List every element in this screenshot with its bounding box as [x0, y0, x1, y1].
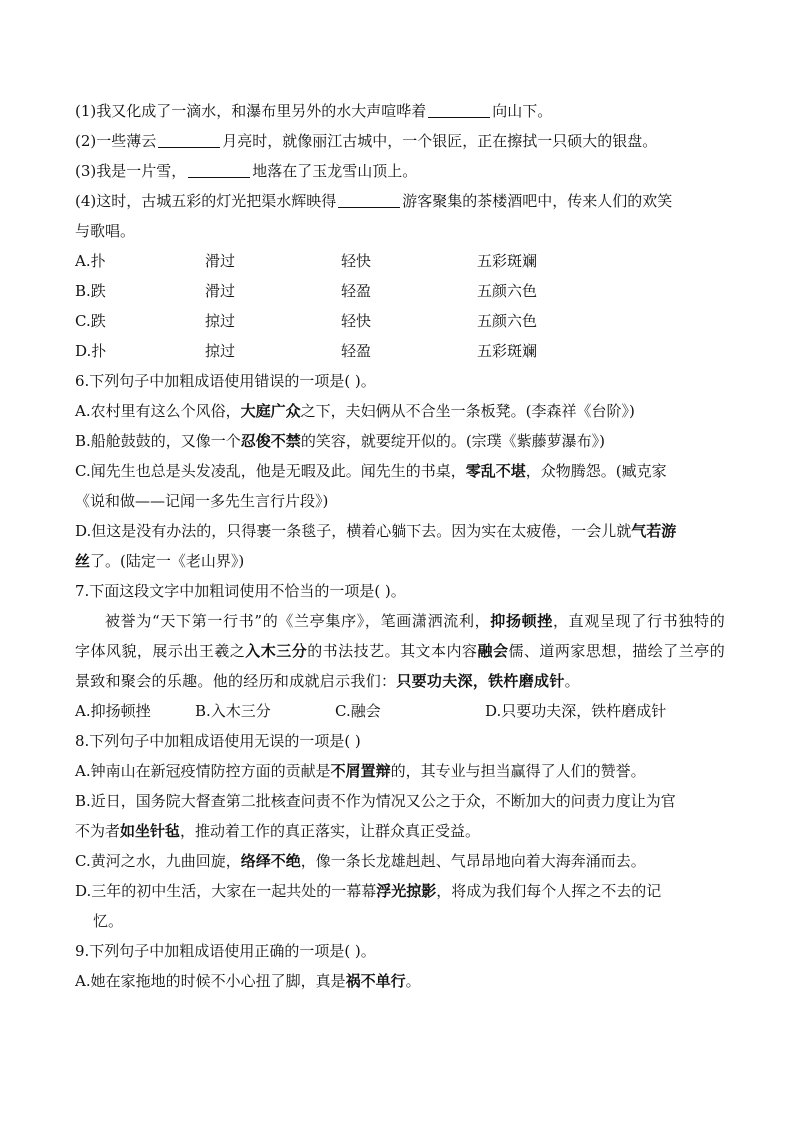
text: ，将成为我们每个人挥之不去的记 — [436, 882, 662, 900]
option-word: 轻快 — [341, 312, 372, 330]
q6-option-b — [75, 426, 725, 456]
option-word: 滑过 — [205, 252, 236, 270]
text: 。 — [405, 972, 421, 990]
q5-sentence-2 — [75, 126, 725, 156]
q8-option-d-cont: 忆。 — [93, 912, 124, 930]
option-word: 掠过 — [205, 312, 236, 330]
option-word: 滑过 — [205, 282, 236, 300]
bold-idiom: 祸不单行 — [345, 972, 406, 990]
text: D.三年的初中生活，大家在一起共处的一幕幕 — [75, 882, 377, 900]
text: 的书法技艺。其文本内容 — [307, 642, 478, 660]
option-word: 五彩斑斓 — [477, 252, 538, 270]
q5-option-c — [75, 306, 725, 336]
text: 被誉为“天下第一行书”的《兰亭集序》，笔画潇洒流利， — [105, 612, 491, 630]
text: A.她在家拖地的时候不小心扭了脚，真是 — [75, 972, 346, 990]
bold-idiom: 不屑置辩 — [330, 762, 391, 780]
q5-option-b — [75, 276, 725, 306]
bold-idiom: 如坐针毡 — [120, 822, 181, 840]
text: (2)一些薄云 — [75, 132, 157, 150]
option-word: 掠过 — [205, 342, 236, 360]
bold-word: 只要功夫深，铁杵磨成针 — [396, 672, 565, 690]
text: (3)我是一片雪， — [75, 162, 187, 180]
q7-options — [75, 696, 725, 726]
option-a: A.抑扬顿挫 — [75, 702, 151, 720]
text: 不为者 — [75, 822, 121, 840]
q7-passage — [75, 606, 725, 696]
bold-idiom: 丝 — [75, 552, 91, 570]
q5-option-d — [75, 336, 725, 366]
text: ，像一条长龙雄赳赳、气昂昂地向着大海奔涌而去。 — [300, 852, 646, 870]
bold-idiom: 浮光掠影 — [376, 882, 437, 900]
bold-word: 入木三分 — [245, 642, 308, 660]
option-word: 五彩斑斓 — [477, 342, 538, 360]
bold-idiom: 大庭广众 — [240, 402, 301, 420]
answer-blank — [188, 162, 250, 178]
text: ，直观呈现了行书 — [552, 612, 679, 630]
text: B.船舱鼓鼓的，又像一个 — [75, 432, 241, 450]
q5-option-a — [75, 246, 725, 276]
q8-option-b: B.近日，国务院大督查第二批核查问责不作为情况又公之于众，不断加大的问责力度让为官 — [75, 792, 676, 810]
option-word: 轻快 — [341, 252, 372, 270]
option-word: 轻盈 — [341, 342, 372, 360]
text: 了。(陆定一《老山界》) — [90, 552, 245, 570]
q6-option-d-cont — [75, 546, 725, 576]
option-word: 五颜六色 — [477, 312, 538, 330]
bold-idiom: 忍俊不禁 — [240, 432, 301, 450]
answer-blank — [338, 192, 400, 208]
q5-sentence-1 — [75, 96, 725, 126]
text: 游客聚集的茶楼酒吧中，传来人们的欢笑 — [402, 192, 673, 210]
option-label: C.跌 — [75, 312, 106, 330]
text: C.闻先生也总是头发凌乱，他是无暇及此。闻先生的书桌， — [75, 462, 466, 480]
option-b: B.入木三分 — [195, 702, 271, 720]
text: 向山下。 — [492, 102, 553, 120]
text: D.但这是没有办法的，只得裹一条毯子，横着心躺下去。因为实在太疲倦，一会儿就 — [75, 522, 632, 540]
text: 绘了兰亭的景致和聚会的乐趣。他的经历和成就启示我们： — [75, 642, 725, 690]
q5-sentence-4-cont: 与歌唱。 — [75, 222, 136, 240]
q6-stem: 6.下列句子中加粗成语使用错误的一项是( )。 — [75, 372, 376, 390]
option-d: D.只要功夫深，铁杵磨成针 — [485, 702, 667, 720]
text: 的，其专业与担当赢得了人们的赞誉。 — [390, 762, 646, 780]
q8-option-d — [75, 876, 725, 906]
q9-stem: 9.下列句子中加粗成语使用正确的一项是( )。 — [75, 942, 376, 960]
document-page — [75, 96, 725, 996]
bold-idiom: 零乱不堪 — [465, 462, 526, 480]
q8-option-a — [75, 756, 725, 786]
answer-blank — [428, 102, 490, 118]
text: (4)这时，古城五彩的灯光把渠水辉映得 — [75, 192, 337, 210]
text: (1)我又化成了一滴水，和瀑布里另外的水大声喧哗着 — [75, 102, 427, 120]
answer-blank — [158, 132, 220, 148]
text: 。 — [564, 672, 580, 690]
text: 独特的字体风貌，展示出王羲之 — [75, 612, 726, 660]
bold-word: 抑扬顿挫 — [490, 612, 553, 630]
text: A.农村里有这么个风俗， — [75, 402, 241, 420]
q5-sentence-4 — [75, 186, 725, 216]
text: C.黄河之水，九曲回旋， — [75, 852, 241, 870]
q6-option-a — [75, 396, 725, 426]
text: 儒、道两家思想，描 — [508, 642, 648, 660]
option-c: C.融会 — [335, 702, 381, 720]
text: 地落在了玉龙雪山顶上。 — [252, 162, 418, 180]
q9-option-a — [75, 966, 725, 996]
bold-idiom: 气若游 — [631, 522, 677, 540]
text: ，众物腾怨。(臧克家 — [525, 462, 667, 480]
text: ，推动着工作的真正落实，让群众真正受益。 — [180, 822, 481, 840]
text: 之下，夫妇俩从不合坐一条板凳。(李森祥《台阶》) — [300, 402, 635, 420]
bold-word: 融会 — [477, 642, 509, 660]
q8-option-b-cont — [75, 816, 725, 846]
option-label: B.跌 — [75, 282, 106, 300]
text: 月亮时，就像丽江古城中，一个银匠，正在擦拭一只硕大的银盘。 — [222, 132, 658, 150]
q8-option-c — [75, 846, 725, 876]
q5-sentence-3 — [75, 156, 725, 186]
option-label: A.扑 — [75, 252, 106, 270]
q6-option-c — [75, 456, 725, 486]
option-label: D.扑 — [75, 342, 107, 360]
option-word: 轻盈 — [341, 282, 372, 300]
text: 的笑容，就要绽开似的。(宗璞《紫藤萝瀑布》) — [300, 432, 606, 450]
q8-stem: 8.下列句子中加粗成语使用无误的一项是( ) — [75, 732, 361, 750]
bold-idiom: 络绎不绝 — [240, 852, 301, 870]
q7-stem: 7.下面这段文字中加粗词使用不恰当的一项是( )。 — [75, 582, 406, 600]
q6-option-c-cont: 《说和做——记闻一多先生言行片段》) — [75, 492, 329, 510]
q6-option-d — [75, 516, 725, 546]
text: A.钟南山在新冠疫情防控方面的贡献是 — [75, 762, 331, 780]
option-word: 五颜六色 — [477, 282, 538, 300]
